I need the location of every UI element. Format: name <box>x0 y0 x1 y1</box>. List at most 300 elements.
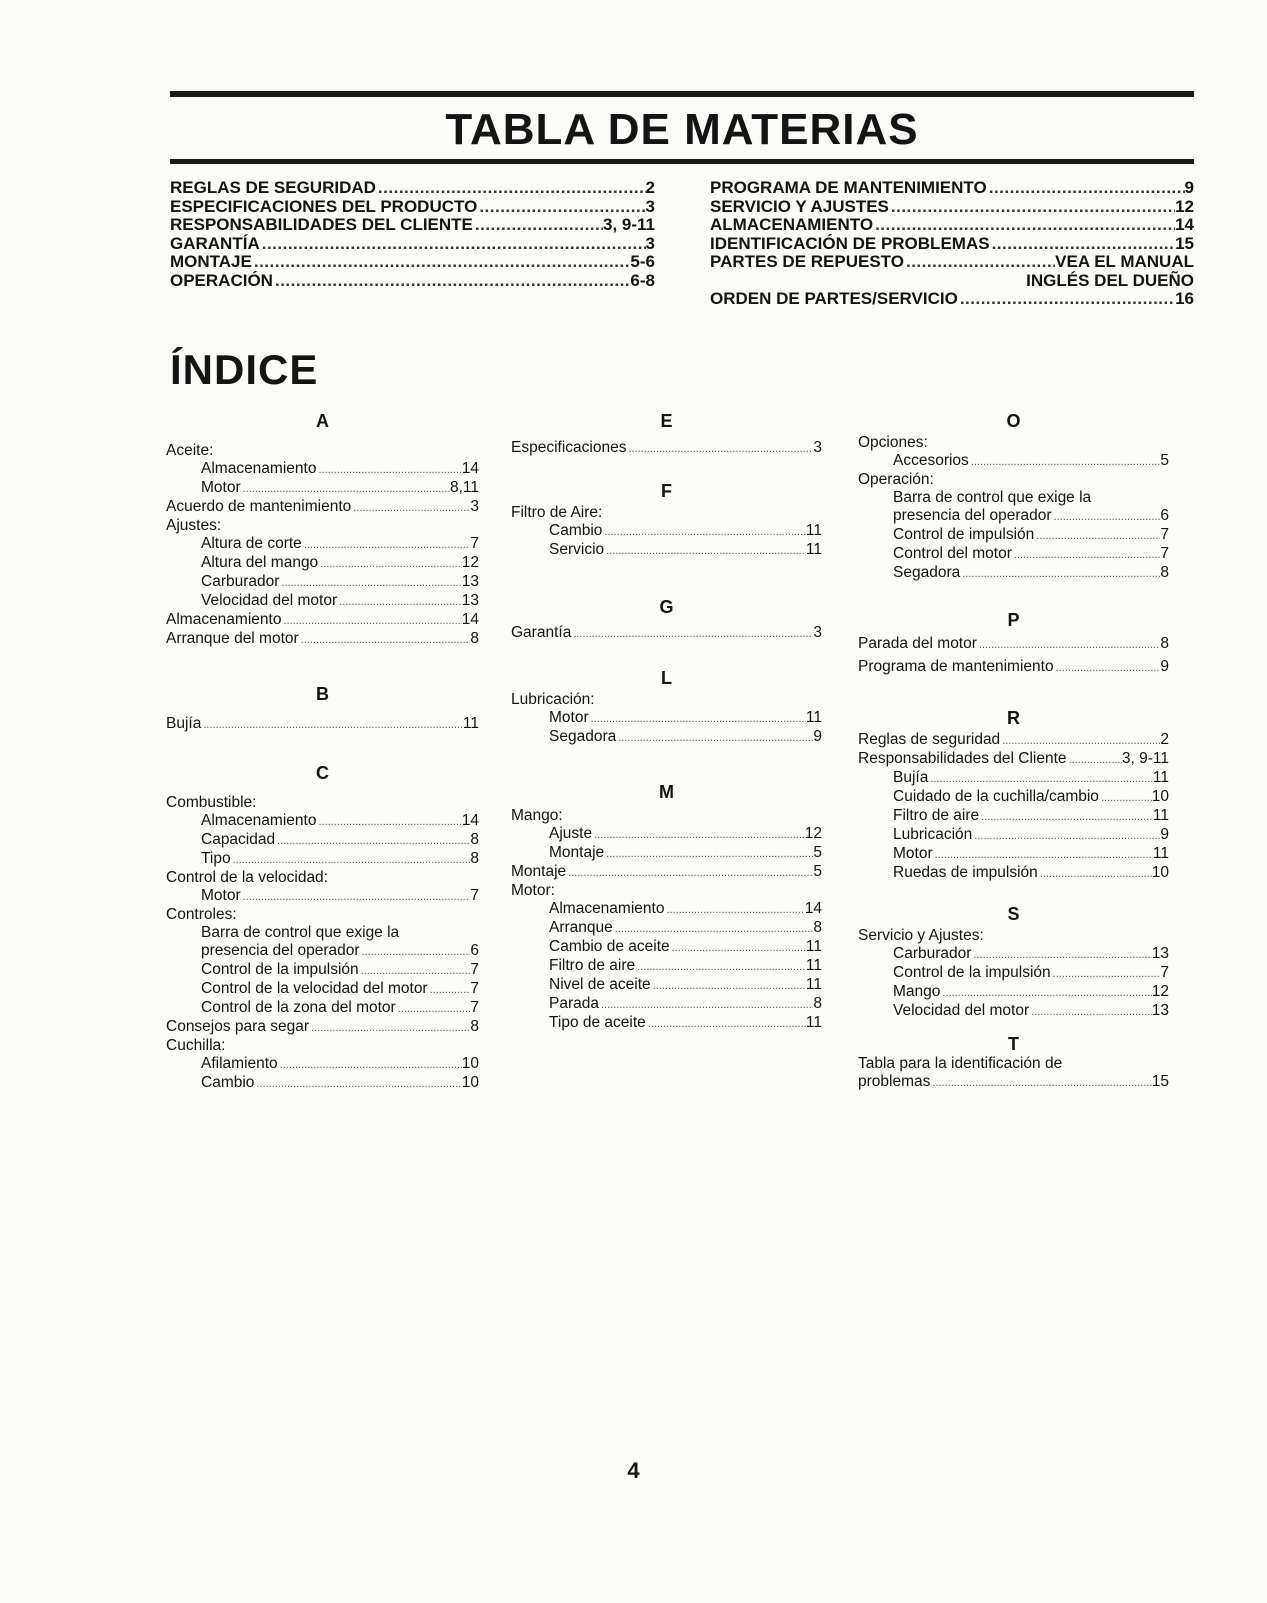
toc-entry <box>710 235 1194 254</box>
toc-entry <box>170 235 655 254</box>
entry-label: Control de la impulsión <box>201 961 359 978</box>
leader-dots <box>275 832 470 850</box>
toc-page: 9 <box>1184 178 1194 197</box>
entry-page: 14 <box>461 460 479 477</box>
gap <box>166 649 479 683</box>
index-heading: Servicio y Ajustes: <box>858 927 984 944</box>
entry-page: 8 <box>470 630 479 647</box>
leader-dots <box>592 826 805 844</box>
index-entry <box>511 728 822 747</box>
index-entry <box>858 788 1169 807</box>
index-entry <box>511 976 822 995</box>
leader-dots <box>571 625 813 643</box>
leader-dots <box>889 198 1175 217</box>
toc-page: 14 <box>1175 215 1194 234</box>
entry-page: 12 <box>1151 983 1169 1000</box>
entry-page: 8 <box>813 995 822 1012</box>
index-entry <box>166 887 479 906</box>
entry-page: 7 <box>470 999 479 1016</box>
entry-page: 6 <box>1160 507 1169 524</box>
index-entry <box>166 980 479 999</box>
leader-dots <box>873 216 1175 235</box>
leader-dots <box>337 593 462 611</box>
entry-label: Altura de corte <box>201 535 302 552</box>
index-column-2 <box>511 410 822 1033</box>
entry-page: 14 <box>461 812 479 829</box>
entry-label: Consejos para segar <box>166 1018 310 1035</box>
entry-page: 11 <box>805 522 822 539</box>
leader-dots <box>664 901 804 919</box>
index-entry <box>511 863 822 882</box>
leader-dots <box>599 996 813 1014</box>
index-entry <box>511 1014 822 1033</box>
index-letter: G <box>659 597 674 617</box>
entry-label: Responsabilidades del Cliente <box>858 750 1067 767</box>
entry-page: 5 <box>1160 452 1169 469</box>
entry-page: 15 <box>1151 1073 1169 1090</box>
gap <box>511 643 822 667</box>
index-entry <box>166 630 479 649</box>
index-letter: B <box>316 684 329 704</box>
index-heading: Lubricación: <box>511 691 595 708</box>
title-rule <box>170 159 1194 164</box>
leader-dots <box>971 946 1151 964</box>
index-entry <box>858 750 1169 769</box>
toc-entry <box>170 272 655 291</box>
entry-page: 7 <box>1160 964 1169 981</box>
index-entry <box>858 545 1169 564</box>
leader-dots <box>987 179 1185 198</box>
leader-dots <box>972 827 1160 845</box>
index-letter: A <box>316 411 329 431</box>
toc-right <box>710 179 1194 309</box>
entry-page: 11 <box>805 938 822 955</box>
entry-page: 11 <box>805 709 822 726</box>
index-entry <box>166 1018 479 1037</box>
index-entry <box>511 900 822 919</box>
index-entry <box>511 522 822 541</box>
index-letter: L <box>661 668 672 688</box>
entry-page: 11 <box>1152 845 1169 862</box>
index-entry <box>858 864 1169 883</box>
index-entry <box>858 526 1169 545</box>
toc-page-continuation: INGLÉS DEL DUEÑO <box>1026 270 1194 290</box>
index-text: Barra de control que exige la <box>201 924 400 941</box>
entry-label: Bujía <box>893 769 929 786</box>
entry-page: 5 <box>813 844 822 861</box>
gap <box>166 784 479 794</box>
leader-dots <box>260 235 646 254</box>
leader-dots <box>1054 659 1161 677</box>
index-entry <box>858 964 1169 983</box>
entry-label: problemas <box>858 1073 931 1090</box>
entry-page: 13 <box>461 573 479 590</box>
index-entry <box>511 995 822 1014</box>
entry-page: 10 <box>1151 788 1169 805</box>
toc-entry <box>170 253 655 272</box>
page-title: TABLA DE MATERIAS <box>445 105 919 154</box>
entry-label: Arranque del motor <box>166 630 299 647</box>
index-entry <box>166 961 479 980</box>
toc-page: 16 <box>1175 289 1194 308</box>
entry-label: Nivel de aceite <box>549 976 651 993</box>
entry-label: Filtro de aire <box>549 957 636 974</box>
index-heading: Combustible: <box>166 794 257 811</box>
entry-label: Programa de mantenimiento <box>858 658 1054 675</box>
index-letter: R <box>1007 708 1020 728</box>
leader-dots <box>960 565 1160 583</box>
entry-label: Afilamiento <box>201 1055 278 1072</box>
toc-page: 12 <box>1175 196 1194 216</box>
entry-label: Mango <box>893 983 941 1000</box>
index-entry <box>858 658 1169 677</box>
index-entry <box>166 554 479 573</box>
leader-dots <box>904 253 1055 272</box>
index-entry <box>166 1055 479 1074</box>
entry-page: 13 <box>1151 945 1169 962</box>
toc-label: PROGRAMA DE MANTENIMIENTO <box>710 178 987 197</box>
leader-dots <box>979 808 1153 826</box>
gap <box>858 677 1169 707</box>
index-entry <box>166 460 479 479</box>
entry-label: Parada del motor <box>858 635 977 652</box>
index-entry <box>858 826 1169 845</box>
gap <box>858 1021 1169 1033</box>
index-entry <box>511 709 822 728</box>
entry-label: Ajuste <box>549 825 593 842</box>
entry-label: Parada <box>549 995 599 1012</box>
toc-label: OPERACIÓN <box>170 270 273 290</box>
entry-label: Motor <box>201 887 241 904</box>
index-letter: M <box>659 782 674 802</box>
entry-page: 5 <box>813 863 822 880</box>
leader-dots <box>958 290 1175 309</box>
toc-page: 3, 9-11 <box>603 215 655 234</box>
entry-label: Reglas de seguridad <box>858 731 1001 748</box>
index-text: Barra de control que exige la <box>893 489 1092 506</box>
leader-dots <box>1052 508 1161 526</box>
entry-label: Almacenamiento <box>201 460 317 477</box>
entry-page: 7 <box>1160 545 1169 562</box>
leader-dots <box>602 523 805 541</box>
leader-dots <box>359 962 471 980</box>
entry-page: 9 <box>1160 658 1169 675</box>
leader-dots <box>231 851 471 869</box>
entry-label: Motor <box>893 845 933 862</box>
entry-label: Bujía <box>166 715 202 732</box>
entry-page: 3 <box>470 498 479 515</box>
entry-page: 2 <box>1160 731 1169 748</box>
index-entry <box>858 945 1169 964</box>
entry-page: 8 <box>470 850 479 867</box>
index-entry <box>858 1002 1169 1021</box>
leader-dots <box>1034 527 1160 545</box>
entry-page: 11 <box>1152 769 1169 786</box>
index-letter: F <box>661 481 672 501</box>
toc-label: SERVICIO Y AJUSTES <box>710 196 889 216</box>
leader-dots <box>241 888 471 906</box>
entry-page: 10 <box>1151 864 1169 881</box>
entry-label: Velocidad del motor <box>893 1002 1030 1019</box>
leader-dots <box>1051 965 1161 983</box>
entry-label: Segadora <box>893 564 961 581</box>
gap <box>511 747 822 781</box>
index-entry <box>166 479 479 498</box>
entry-label: Montaje <box>549 844 605 861</box>
toc-entry <box>710 253 1194 272</box>
page-number: 4 <box>627 1458 640 1483</box>
entry-label: Almacenamiento <box>549 900 665 917</box>
toc-page: 2 <box>645 178 655 197</box>
leader-dots <box>376 179 646 198</box>
entry-page: 10 <box>461 1055 479 1072</box>
entry-page: 8 <box>1160 564 1169 581</box>
leader-dots <box>1067 751 1122 769</box>
index-entry <box>858 564 1169 583</box>
toc-page: 3 <box>645 196 655 216</box>
entry-page: 7 <box>470 961 479 978</box>
toc-entry <box>710 290 1194 309</box>
entry-page: 9 <box>1160 826 1169 843</box>
entry-label: Altura del mango <box>201 554 319 571</box>
entry-label: Control de impulsión <box>893 526 1035 543</box>
entry-label: Control de la velocidad del motor <box>201 980 428 997</box>
leader-dots <box>279 574 461 592</box>
index-entry <box>858 807 1169 826</box>
gap <box>511 458 822 480</box>
index-entry <box>166 535 479 554</box>
index-entry <box>858 635 1169 654</box>
entry-label: Almacenamiento <box>201 812 317 829</box>
leader-dots <box>651 977 806 995</box>
index-entry <box>858 769 1169 788</box>
entry-page: 8,11 <box>449 479 479 496</box>
entry-page: 7 <box>1160 526 1169 543</box>
gap <box>858 583 1169 609</box>
leader-dots <box>273 272 630 291</box>
leader-dots <box>201 716 463 734</box>
entry-page: 13 <box>1151 1002 1169 1019</box>
toc-label: RESPONSABILIDADES DEL CLIENTE <box>170 215 473 234</box>
index-heading: Opciones: <box>858 434 928 451</box>
leader-dots <box>928 770 1153 788</box>
leader-dots <box>1029 1003 1152 1021</box>
toc-label: GARANTÍA <box>170 233 260 253</box>
entry-label: Control de la impulsión <box>893 964 1051 981</box>
leader-dots <box>635 958 806 976</box>
gap <box>511 560 822 596</box>
index-letter: S <box>1007 904 1020 924</box>
leader-dots <box>566 864 813 882</box>
leader-dots <box>309 1019 470 1037</box>
leader-dots <box>316 813 461 831</box>
leader-dots <box>316 461 461 479</box>
entry-label: Carburador <box>893 945 972 962</box>
entry-label: Montaje <box>511 863 567 880</box>
entry-page: 13 <box>461 592 479 609</box>
index-heading: Filtro de Aire: <box>511 504 603 521</box>
entry-label: Cambio de aceite <box>549 938 670 955</box>
gap <box>166 705 479 715</box>
index-entry <box>166 573 479 592</box>
entry-page: 11 <box>805 957 822 974</box>
index-letter: C <box>316 763 329 783</box>
leader-dots <box>604 542 806 560</box>
leader-dots <box>626 440 813 458</box>
entry-page: 8 <box>813 919 822 936</box>
index-column-3 <box>858 410 1169 1092</box>
entry-page: 8 <box>470 1018 479 1035</box>
entry-page: 3, 9-11 <box>1121 750 1169 767</box>
entry-page: 12 <box>461 554 479 571</box>
toc-page: VEA EL MANUAL <box>1055 252 1194 271</box>
index-entry <box>858 731 1169 750</box>
index-column-1 <box>166 410 479 1093</box>
entry-page: 11 <box>805 1014 822 1031</box>
index-entry <box>166 999 479 1018</box>
index-entry <box>511 844 822 863</box>
toc-label: REGLAS DE SEGURIDAD <box>170 178 376 197</box>
gap <box>166 432 479 442</box>
toc-entry <box>710 179 1194 198</box>
index-entry <box>858 983 1169 1002</box>
index-entry <box>511 541 822 560</box>
entry-label: Motor <box>549 709 589 726</box>
leader-dots <box>360 943 471 961</box>
index-entry <box>166 592 479 611</box>
entry-label: Velocidad del motor <box>201 592 338 609</box>
entry-page: 3 <box>813 439 822 456</box>
entry-page: 11 <box>1152 807 1169 824</box>
index-entry <box>166 715 479 734</box>
entry-label: Especificaciones <box>511 439 627 456</box>
entry-label: Arranque <box>549 919 613 936</box>
toc-entry <box>170 179 655 198</box>
index-heading: Aceite: <box>166 442 214 459</box>
entry-label: Segadora <box>549 728 617 745</box>
leader-dots <box>940 984 1151 1002</box>
entry-label: presencia del operador <box>893 507 1052 524</box>
leader-dots <box>281 612 461 630</box>
index-entry <box>511 938 822 957</box>
toc-label: ORDEN DE PARTES/SERVICIO <box>710 289 958 308</box>
toc-label: MONTAJE <box>170 252 252 271</box>
entry-label: Almacenamiento <box>166 611 282 628</box>
entry-label: Cambio <box>549 522 603 539</box>
toc-label: ALMACENAMIENTO <box>710 215 874 234</box>
toc-label: IDENTIFICACIÓN DE PROBLEMAS <box>710 233 990 253</box>
leader-dots <box>1000 732 1160 750</box>
entry-page: 11 <box>805 976 822 993</box>
entry-page: 8 <box>470 831 479 848</box>
leader-dots <box>646 1015 806 1033</box>
entry-page: 9 <box>813 728 822 745</box>
leader-dots <box>1038 865 1152 883</box>
leader-dots <box>254 1075 461 1093</box>
leader-dots <box>428 981 471 999</box>
index-entry <box>166 611 479 630</box>
toc-entry <box>170 198 655 217</box>
index-entry <box>858 845 1169 864</box>
index-heading: Cuchilla: <box>166 1037 226 1054</box>
top-rule <box>170 91 1194 97</box>
toc-label: PARTES DE REPUESTO <box>710 252 904 271</box>
entry-label: Control del motor <box>893 545 1012 562</box>
leader-dots <box>278 1056 462 1074</box>
entry-label: Tipo <box>201 850 231 867</box>
entry-label: Cuidado de la cuchilla/cambio <box>893 788 1099 805</box>
toc-entry <box>710 198 1194 217</box>
entry-label: Acuerdo de mantenimiento <box>166 498 352 515</box>
entry-page: 11 <box>805 541 822 558</box>
index-entry <box>166 1074 479 1093</box>
index-heading: Control de la velocidad: <box>166 869 328 886</box>
entry-label: Control de la zona del motor <box>201 999 396 1016</box>
entry-label: Filtro de aire <box>893 807 980 824</box>
leader-dots <box>473 216 603 235</box>
index-letter: E <box>660 411 673 431</box>
index-entry <box>166 850 479 869</box>
leader-dots <box>604 845 813 863</box>
entry-label: Accesorios <box>893 452 969 469</box>
entry-label: Motor <box>201 479 241 496</box>
index-title: ÍNDICE <box>170 346 319 393</box>
toc-left <box>170 179 655 290</box>
toc-page: 15 <box>1175 233 1194 253</box>
toc-page: 5-6 <box>630 252 655 271</box>
index-heading: Motor: <box>511 882 555 899</box>
index-heading: Ajustes: <box>166 517 222 534</box>
entry-page: 12 <box>804 825 822 842</box>
entry-label: Servicio <box>549 541 605 558</box>
index-entry <box>511 957 822 976</box>
leader-dots <box>396 1000 471 1018</box>
leader-dots <box>589 710 806 728</box>
leader-dots <box>1099 789 1152 807</box>
leader-dots <box>933 846 1153 864</box>
leader-dots <box>318 555 462 573</box>
index-letter: T <box>1008 1034 1019 1054</box>
gap <box>166 734 479 762</box>
toc-page: 3 <box>645 233 655 253</box>
entry-label: presencia del operador <box>201 942 360 959</box>
index-letter: O <box>1006 411 1021 431</box>
leader-dots <box>990 235 1176 254</box>
index-entry <box>858 1073 1169 1092</box>
leader-dots <box>477 198 645 217</box>
entry-page: 7 <box>470 980 479 997</box>
toc-entry <box>710 216 1194 235</box>
entry-page: 7 <box>470 887 479 904</box>
index-heading: Mango: <box>511 807 563 824</box>
leader-dots <box>351 499 470 517</box>
entry-label: Ruedas de impulsión <box>893 864 1038 881</box>
entry-page: 11 <box>462 715 479 732</box>
toc-label: ESPECIFICACIONES DEL PRODUCTO <box>170 196 478 216</box>
index-entry <box>166 942 479 961</box>
gap <box>858 883 1169 903</box>
entry-label: Capacidad <box>201 831 276 848</box>
index-entry <box>858 452 1169 471</box>
index-entry <box>511 825 822 844</box>
index-entry <box>858 507 1169 526</box>
index-heading: Controles: <box>166 906 237 923</box>
entry-page: 3 <box>813 624 822 641</box>
index-entry <box>166 498 479 517</box>
entry-label: Garantía <box>511 624 572 641</box>
index-entry <box>511 919 822 938</box>
leader-dots <box>302 536 471 554</box>
